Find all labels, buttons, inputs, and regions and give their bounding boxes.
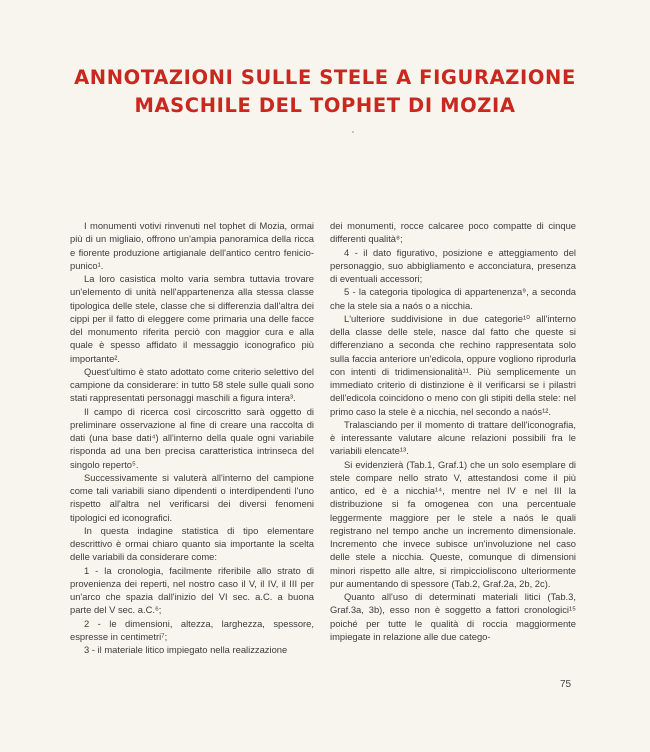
paragraph: Quest'ultimo è stato adottato come criterio selettivo del campione da considerare: in tutto 58 stele sulle quali sono stati rappresentati personaggi maschili a figura intera³. <box>70 365 314 404</box>
paragraph: Il campo di ricerca così circoscritto sarà oggetto di preliminare osservazione al fine di creare una raccolta di dati (una base dati⁴) all'interno della quale ogni variabile risponda ad una ben precisa caratteristica intrinseca del singolo reperto⁵. <box>70 405 314 470</box>
paragraph: L'ulteriore suddivisione in due categorie¹⁰ all'interno della classe delle stele, nasce dal fatto che queste si differenziano a seconda che rechino rappresentata solo sulla faccia anteriore un'edicola, oppure vogliono riprodurla con intenti di tridimensionalità¹¹. Più semplicemente un immediato criterio di distinzione è il verificarsi se i pilastri dell'edicola coincidono o meno con gli stipiti della stele: nel primo caso la stele è a nicchia, nel secondo a naós¹². <box>330 312 576 417</box>
page-number: 75 <box>560 679 572 690</box>
paragraph: dei monumenti, rocce calcaree poco compatte di cinque differenti qualità⁸; <box>330 220 576 245</box>
right-column <box>330 219 576 643</box>
list-item: 3 - il materiale litico impiegato nella realizzazione <box>84 644 288 655</box>
title-line-2: MASCHILE DEL TOPHET DI MOZIA <box>134 94 516 117</box>
list-item: 1 - la cronologia, facilmente riferibile allo strato di provenienza dei reperti, nel nostro caso il V, il IV, il III per un'arco che spazia dall'inizio del VI sec. a.C. a buona parte del V sec. a.C.⁶; <box>70 564 314 616</box>
list-item: 5 - la categoria tipologica di appartenenza⁹, a seconda che la stele sia a naós o a nicchia. <box>330 286 576 311</box>
left-column <box>70 219 314 656</box>
paragraph: I monumenti votivi rinvenuti nel tophet di Mozia, ormai più di un migliaio, offrono un'ampia panoramica della ricca e fiorente produzione artigianale dell'antico centro fenicio-punico¹. <box>70 220 314 271</box>
list-item: 2 - le dimensioni, altezza, larghezza, spessore, espresse in centimetri⁷; <box>70 617 314 642</box>
list-item: 4 - il dato figurativo, posizione e atteggiamento del personaggio, suo abbigliamento e acconciatura, presenza di eventuali accessori; <box>330 246 576 284</box>
article-title <box>40 64 610 120</box>
paragraph: Successivamente si valuterà all'interno del campione come tali variabili siano dipendenti o interdipendenti l'uno rispetto all'altra nel verificarsi dei diversi fenomeni tipologici ed iconografici. <box>70 471 314 523</box>
title-line-1: ANNOTAZIONI SULLE STELE A FIGURAZIONE <box>74 66 576 89</box>
paper-speck <box>352 131 354 133</box>
paragraph: Si evidenzierà (Tab.1, Graf.1) che un solo esemplare di stele compare nello strato V, attestandosi come il più antico, ed è a nicchia¹⁴, mentre nel IV e nel III la distribuzione si fa omogenea con una percentuale leggermente maggiore per le stele a naós le quali registrano nel tempo anche un incremento dimensionale. Incremento che invece subisce un'involuzione nel caso delle stele a nicchia. Queste, comunque di dimensioni minori rispetto alle altre, si rimpiccioliscono ulteriormente pur aumentando di spessore (Tab.2, Graf.2a, 2b, 2c). <box>330 458 576 589</box>
paragraph: La loro casistica molto varia sembra tuttavia trovare un'elemento di unità nell'appartenenza alla stessa classe tipologica delle stele, classe che si differenzia dall'altra dei cippi per il fatto di eleggere come primaria una delle facce del monumento riferita perciò con maggior cura e alla quale è spesso affidato il messaggio iconografico più importante². <box>70 273 314 364</box>
paragraph: In questa indagine statistica di tipo elementare descrittivo è ormai chiaro quanto sia importante la scelta delle variabili da considerare come: <box>70 524 314 563</box>
paragraph: Quanto all'uso di determinati materiali litici (Tab.3, Graf.3a, 3b), esso non è soggetto a fattori cronologici¹⁵ poiché per tutte le qualità di roccia maggiormente impiegate in relazione alle due catego- <box>330 591 576 642</box>
paragraph: Tralasciando per il momento di trattare dell'iconografia, è interessante valutare alcune relazioni possibili fra le variabili elencate¹³. <box>330 418 576 457</box>
